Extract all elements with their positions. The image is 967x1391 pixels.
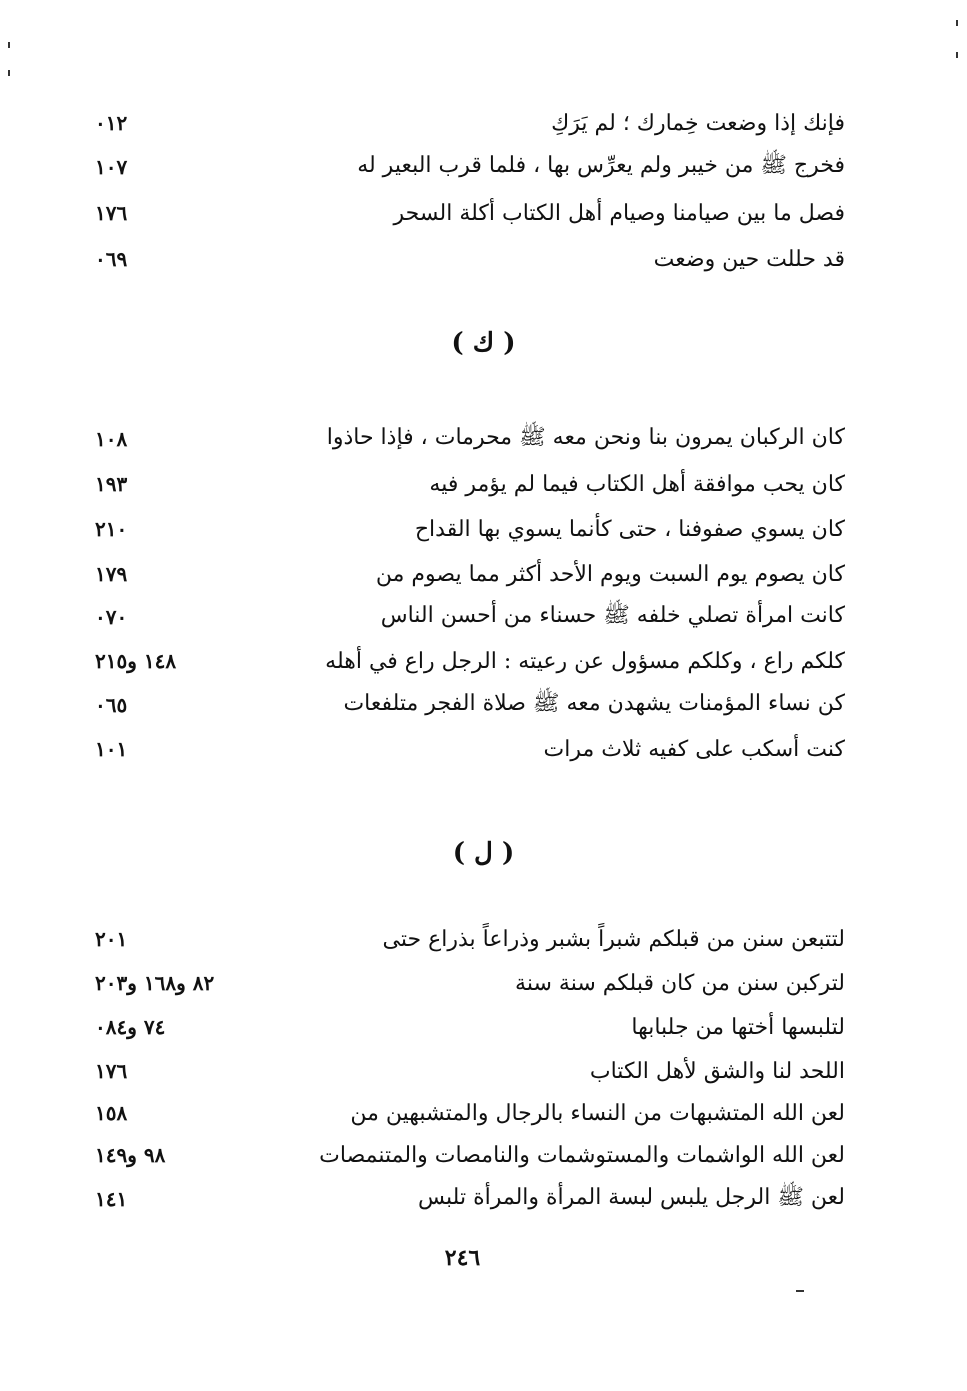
index-entry [95, 1006, 845, 1048]
entry-text: فإنك إذا وضعت خِمارك ؛ لم يَرَكِ [551, 110, 845, 136]
entry-page-ref: ٠٦٥ [95, 693, 128, 717]
index-entry [95, 508, 845, 550]
entry-page-ref: ١٧٦ [95, 1059, 128, 1083]
index-entry [95, 1092, 845, 1134]
entry-text: كانت امرأة تصلي خلفه ﷺ حسناء من أحسن الناس [380, 603, 845, 628]
entry-page-ref: ٢٠١ [95, 927, 128, 951]
entry-page-ref: ١٠٧ [95, 155, 128, 179]
section-heading-lam: ( ل ) [452, 838, 515, 868]
entry-page-ref: ١٩٣ [95, 472, 128, 496]
entry-text: كان يسوي صفوفنا ، حتى كأنما يسوي بها القداح [414, 516, 845, 542]
entry-page-ref: ٠٦٩ [95, 247, 128, 271]
entry-text: كنت أسكب على كفيه ثلاث مرات [543, 736, 845, 762]
entry-text: لتلبسها أختها من جلبابها [631, 1014, 845, 1040]
entry-page-ref: ٠١٢ [95, 111, 128, 135]
index-entry [95, 918, 845, 960]
entry-text: قد حللت حين وضعت [653, 246, 845, 272]
scan-mark [8, 42, 10, 48]
entry-text: لعن الله المتشبهات من النساء بالرجال والمتشبهين من [350, 1100, 845, 1126]
index-entry [95, 962, 845, 1004]
entry-page-ref: ١٠١ [95, 737, 128, 761]
entry-text: فخرج ﷺ من خيبر ولم يعرِّس بها ، فلما قرب البعير له [357, 153, 845, 178]
entry-text: كلكم راع ، وكلكم مسؤول عن رعيته : الرجل راع في أهله [325, 648, 845, 674]
entry-text: اللحد لنا والشق لأهل الكتاب [589, 1058, 845, 1084]
index-entry [95, 146, 845, 188]
entry-page-ref: ٨٢ و١٦٨ و٢٠٣ [95, 971, 215, 995]
index-entry [95, 418, 845, 460]
scan-mark [956, 52, 958, 58]
index-entry [95, 596, 845, 638]
index-entry [95, 728, 845, 770]
entry-page-ref: ١٥٨ [95, 1101, 128, 1125]
index-entry [95, 684, 845, 726]
entry-page-ref: ١٧٦ [95, 201, 128, 225]
entry-page-ref: ١٧٩ [95, 562, 128, 586]
page-number: ٢٤٦ [444, 1245, 481, 1271]
entry-text: لعن الله الواشمات والمستوشمات والنامصات والمتنمصات [319, 1142, 845, 1168]
entry-text: كان الركبان يمرون بنا ونحن معه ﷺ محرمات ، فإذا حاذوا [326, 425, 845, 450]
entry-page-ref: ١٤٨ و٢١٥ [95, 649, 177, 673]
index-entry [95, 553, 845, 595]
entry-text: لتتبعن سنن من قبلكم شبراً بشبر وذراعاً بذراع حتى [382, 926, 845, 952]
index-entry [95, 238, 845, 280]
entry-page-ref: ١٠٨ [95, 427, 128, 451]
index-entry [95, 1134, 845, 1176]
entry-text: فصل ما بين صيامنا وصيام أهل الكتاب أكلة السحر [393, 200, 845, 226]
index-entry [95, 640, 845, 682]
entry-page-ref: ١٤١ [95, 1187, 128, 1211]
entry-text: كن نساء المؤمنات يشهدن معه ﷺ صلاة الفجر متلفعات [343, 691, 845, 716]
index-entry [95, 192, 845, 234]
entry-text: لتركبن سنن من كان قبلكم سنة سنة [515, 970, 845, 996]
scan-mark [796, 1290, 804, 1292]
scan-mark [956, 20, 958, 26]
entry-page-ref: ٩٨ و١٤٩ [95, 1143, 166, 1167]
entry-text: كان يحب موافقة أهل الكتاب فيما لم يؤمر فيه [429, 471, 845, 497]
index-entry [95, 463, 845, 505]
index-entry [95, 102, 845, 144]
entry-text: لعن ﷺ الرجل يلبس لبسة المرأة والمرأة تلبس [417, 1185, 845, 1210]
section-heading-kaf: ( ك ) [451, 328, 516, 358]
index-entry [95, 1050, 845, 1092]
entry-page-ref: ٠٧٠ [95, 605, 128, 629]
index-entry [95, 1178, 845, 1220]
entry-text: كان يصوم يوم السبت ويوم الأحد أكثر مما يصوم من [375, 561, 845, 587]
entry-page-ref: ٧٤ و٠٨٤ [95, 1015, 166, 1039]
scan-mark [8, 70, 10, 76]
entry-page-ref: ٢١٠ [95, 517, 128, 541]
